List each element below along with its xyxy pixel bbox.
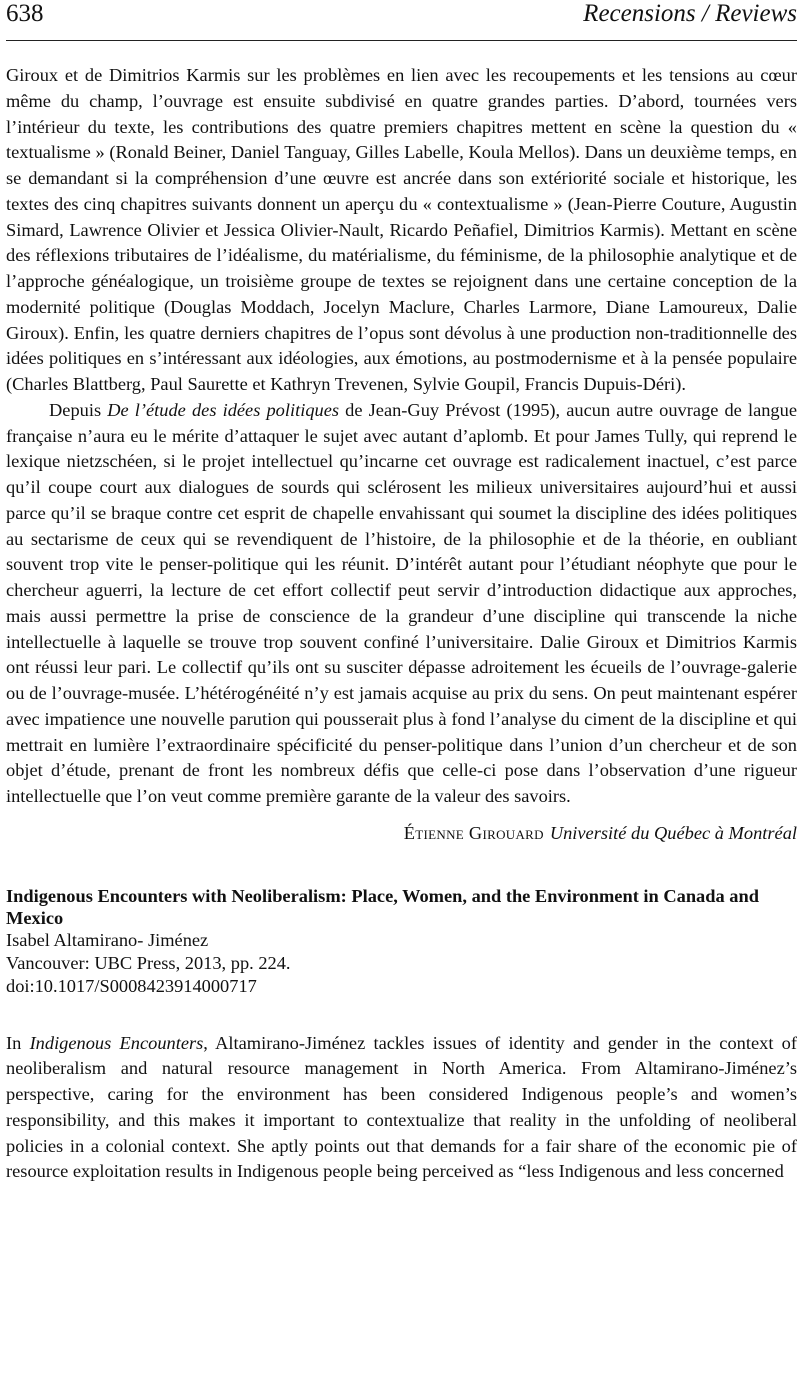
page	[6, 0, 797, 1185]
reviewed-book-author: Isabel Altamirano- Jiménez	[6, 929, 209, 950]
review2-paragraph-1-lead: In	[6, 1032, 30, 1053]
review1-paragraph-2	[6, 398, 797, 810]
running-head	[6, 0, 797, 41]
reviewed-book-doi: doi:10.1017/S0008423914000717	[6, 975, 257, 996]
reviewer-institution: Université du Québec à Montréal	[549, 822, 797, 843]
cited-book-title: De l’étude des idées politiques	[107, 399, 340, 420]
review1-paragraph-1: Giroux et de Dimitrios Karmis sur les problèmes en lien avec les recoupements et les tensions au cœur même du champ, l’ouvrage est ensuite subdivisé en quatre grandes parties. D’abord, tournées vers l’intérieur du texte, les contributions des quatre premiers chapitres mettent en scène la question du « textualisme » (Ronald Beiner, Daniel Tanguay, Gilles Labelle, Koula Mellos). Dans un deuxième temps, en se demandant si la compréhension d’une œuvre est ancrée dans son extériorité sociale et historique, les textes des cinq chapitres suivants donnent un aperçu du « contextualisme » (Jean-Pierre Couture, Augustin Simard, Lawrence Olivier et Jessica Olivier-Nault, Ricardo Peñafiel, Dimitrios Karmis). Mettant en scène des réflexions tributaires de l’idéalisme, du matérialisme, du féminisme, de la philosophie analytique et de l’approche généalogique, un troisième groupe de textes se rejoignent dans une certaine conception de la modernité politique (Douglas Moddach, Jocelyn Maclure, Charles Larmore, Diane Lamoureux, Dalie Giroux). Enfin, les quatre derniers chapitres de l’opus sont dévolus à une production non-traditionnelle des idées politiques en s’intéressant aux idéologies, aux émotions, au postmodernisme et à la pensée populaire (Charles Blattberg, Paul Saurette et Kathryn Trevenen, Sylvie Goupil, Francis Dupuis-Déri).	[6, 65, 797, 394]
journal-section-title: Recensions / Reviews	[583, 0, 797, 27]
review1-paragraph-2-body: de Jean-Guy Prévost (1995), aucun autre ouvrage de langue française n’aura eu le mérite d’attaquer le sujet avec autant d’aplomb. Et pour James Tully, qui reprend le lexique nietzschéen, si le projet intellectuel qu’incarne cet ouvrage est radicalement inactuel, c’est parce qu’il coupe court aux dialogues de sourds qui sclérosent les milieux universitaires aujourd’hui et aussi parce qu’il se braque contre cet esprit de chapelle envahissant qui soumet la discipline des idées politiques au sectarisme de ceux qui se revendiquent de l’histoire, de la philosophie et de la théorie, en oubliant souvent trop vite le penser-politique qui les réunit. D’intérêt autant pour l’étudiant néophyte que pour le chercheur aguerri, la lecture de cet effort collectif peut servir d’introduction didactique aux approches, mais aussi permettre la prise de conscience de la grandeur d’une discipline qui transcende la niche intellectuelle à laquelle se trouve trop souvent confiné l’universitaire. Dalie Giroux et Dimitrios Karmis ont réussi leur pari. Le collectif qu’ils ont su susciter dépasse adroitement les écueils de l’ouvrage-galerie ou de l’ouvrage-musée. L’hétérogénéité n’y est jamais acquise au prix du sens. On peut maintenant espérer avec impatience une nouvelle parution qui pousserait plus à fond l’analyse du ciment de la discipline et qui mettrait en lumière l’extraordinaire spécificité du penser-politique dans l’union d’un chercheur et de son objet d’étude, prenant de front les nombreux défis que celle-ci pose dans l’observation d’une rigueur intellectuelle que l’on veut comme première garante de la valeur des savoirs.	[6, 399, 797, 806]
page-number: 638	[6, 0, 44, 27]
reviewer-name: Étienne Girouard	[403, 822, 544, 843]
review2-cited-title: Indigenous Encounters	[29, 1032, 204, 1053]
review1-paragraph-2-lead: Depuis	[49, 399, 108, 420]
reviewed-book-title: Indigenous Encounters with Neoliberalism: Place, Women, and the Environment in Canada and Mexico	[6, 885, 759, 928]
reviewed-book-publisher: Vancouver: UBC Press, 2013, pp. 224.	[6, 952, 291, 973]
review2-paragraph-1	[6, 1031, 797, 1186]
reviewer-signature	[6, 821, 797, 847]
review2-paragraph-1-body: , Altamirano-Jiménez tackles issues of identity and gender in the context of neoliberalism and natural resource management in North America. From Altamirano-Jiménez’s perspective, caring for the environment has been considered Indigenous people’s and women’s responsibility, and this makes it important to contextualize that reality in the unfolding of neoliberal policies in a colonial context. She aptly points out that demands for a fair share of the economic pie of resource exploitation results in Indigenous people being perceived as “less Indigenous and less concerned	[6, 1032, 797, 1182]
